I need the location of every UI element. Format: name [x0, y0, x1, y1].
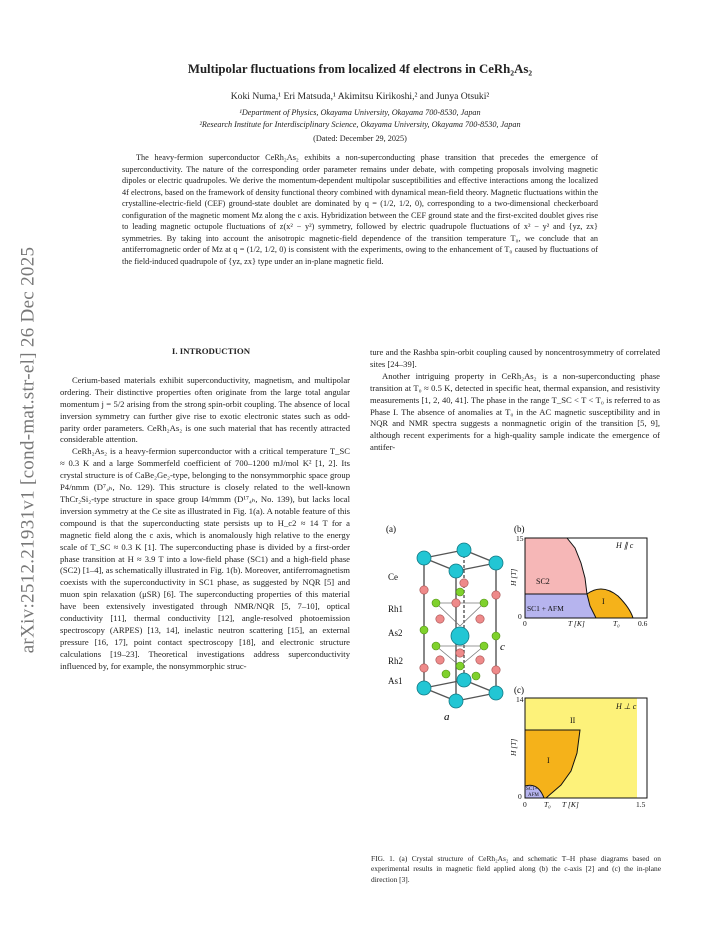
label-phase-i-b: I [602, 597, 605, 606]
rh-atom [436, 615, 444, 623]
intro-paragraph-3: ture and the Rashba spin-orbit coupling caused by noncentrosymmetry of correlated sites [24–39]. [370, 347, 660, 369]
region-sc2 [525, 538, 587, 594]
as-atom [456, 588, 464, 596]
figure-1-graphic [376, 518, 676, 838]
affiliation-1: ¹Department of Physics, Okayama University, Okayama 700-8530, Japan [239, 108, 481, 117]
x-tick-zero-c: 0 [523, 800, 527, 809]
crystal-structure [388, 543, 505, 723]
ce-atom [451, 627, 469, 645]
rh-atom [460, 579, 468, 587]
panel-c-label: (c) [514, 685, 524, 695]
x-axis-label-b: T [K] [568, 619, 585, 628]
atom-label: Ce [388, 572, 398, 582]
rh-atom [476, 656, 484, 664]
ce-atom [457, 543, 471, 557]
label-phase-i-c: I [547, 756, 550, 765]
y-tick-zero-b: 0 [518, 612, 522, 621]
left-column [60, 346, 350, 673]
x-tick-end-b: 0.6 [638, 619, 648, 628]
as-atom [492, 632, 500, 640]
label-phase-ii: II [570, 716, 576, 725]
axis-c-label: c [500, 641, 505, 653]
y-tick-top-b: 15 [516, 534, 524, 543]
as-atom [480, 599, 488, 607]
affiliation-2: ²Research Institute for Interdisciplinary Science, Okayama University, Okayama 700-8530, Japan [199, 120, 521, 129]
author-list: Koki Numa,¹ Eri Matsuda,¹ Akimitsu Kirikoshi,² and Junya Otsuki² [230, 91, 490, 102]
label-sc1: SC1+ [526, 787, 538, 792]
ce-atom [417, 551, 431, 565]
as-atom [442, 670, 450, 678]
paper-title: Multipolar fluctuations from localized 4f electrons in CeRh₂As₂ [187, 62, 533, 76]
intro-paragraph-4: Another intriguing property in CeRh₂As₂ is a non-superconducting phase transition at T₀ ≈ 0.5 K, detected in specific heat, thermal expansion, and resistivity measurements [1, 2, 40, 41]. The phase in the range T_SC < T < T₀ is referred to as Phase I. The absence of anomalies at T₀ in the AC magnetic susceptibility and in NQR and NMR spectra suggests a nonmagnetic origin of the transition [5, 9], although recent experiments for a high-quality sample indicate the emergence of antifer- [370, 370, 660, 453]
as-atom [472, 672, 480, 680]
panel-a-label: (a) [386, 524, 396, 534]
label-sc2: SC2 [536, 577, 550, 586]
panel-b-label: (b) [514, 524, 525, 534]
intro-paragraph-1: Cerium-based materials exhibit superconductivity, magnetism, and multipolar ordering. Their distinctive properties often originate from the large total angular momentum j = 5/2 arising from the strong spin-orbit coupling. The absence of local inversion symmetry can further give rise to exotic electronic states such as odd-parity order parameters. CeRh₂As₂ is one such material that has recently attracted considerable attention. [60, 374, 350, 445]
atom-labels [388, 572, 403, 686]
rh-atom [420, 586, 428, 594]
x-tick-zero-b: 0 [523, 619, 527, 628]
atom-label: Rh1 [388, 604, 404, 614]
atom-label: As1 [388, 676, 403, 686]
axis-a-label: a [444, 711, 450, 723]
y-axis-label-c: H [T] [509, 738, 518, 756]
as-atom [420, 626, 428, 634]
y-tick-top-c: 14 [516, 695, 524, 704]
ce-atom [417, 681, 431, 695]
figure-1 [376, 518, 676, 838]
atom-label: Rh2 [388, 656, 404, 666]
rh-atom [436, 656, 444, 664]
ce-atom [449, 564, 463, 578]
phase-diagram-c [509, 695, 647, 809]
right-column [370, 347, 660, 454]
intro-paragraph-2: CeRh₂As₂ is a heavy-fermion superconductor with a critical temperature T_SC ≈ 0.3 K and a large Sommerfeld coefficient of 700–1200 mJ/mol K² [1, 2]. Its crystal structure is of CaBe₂Ge₂-type, belonging to the nonsymmorphic space group P4/nmm (D⁷₄ₕ, No. 129). This structure is closely related to the well-known ThCr₂Si₂-type structure in space group I4/mmm (D¹⁷₄ₕ, No. 139), but lacks local inversion symmetry at the Ce site as illustrated in Fig. 1(a). A notable feature of this compound is that the superconducting state persists up to H_c2 ≈ 14 T for a magnetic field along the c axis, which is anomalously high relative to the energy scale of T_SC ≈ 0.3 K [1]. The superconducting phase is divided by a first-order phase transition at H ≈ 3.9 T into a low-field phase (SC1) and a high-field phase (SC2) [1–4], as schematically illustrated in Fig. 1(b). Moreover, antiferromagnetism coexists with the superconductivity in SC1 phase, as suggested by NQR [5] and muon spin relaxation (μSR) [6]. The superconducting properties of this material have been extensively investigated through NMR/NQR [5, 7–10], optical conductivity [11], thermal conductivity [12], angle-resolved photoemission spectroscopy (ARPES) [13, 14], inelastic neutron scattering [15], an external pressure [16, 17], point contact spectroscopy [18], and electronic structure calculations [19–23]. Theoretical investigations address superconductivity influenced by, for example, the nonsymmorphic struc- [60, 446, 350, 671]
ce-atom [449, 694, 463, 708]
ce-atom [489, 556, 503, 570]
date-line: (Dated: December 29, 2025) [313, 134, 407, 143]
rh-atom [492, 666, 500, 674]
atom-label: As2 [388, 628, 403, 638]
x-tick-end-c: 1.5 [636, 800, 646, 809]
label-afm: AFM [528, 793, 539, 798]
ce-atom [457, 673, 471, 687]
field-direction-b: H ∥ c [616, 541, 634, 550]
rh-atom [456, 649, 464, 657]
x-axis-label-c: T [K] [562, 800, 579, 809]
y-axis-label-b: H [T] [509, 568, 518, 586]
phase-diagram-b [509, 534, 648, 628]
rh-atom [420, 664, 428, 672]
y-tick-zero-c: 0 [518, 792, 522, 801]
as-atom [456, 662, 464, 670]
arxiv-identifier-text[interactable]: arXiv:2512.21931v1 [cond-mat.str-el] 26 Dec 2025 [17, 246, 38, 654]
figure-1-caption: FIG. 1. (a) Crystal structure of CeRh₂As₂ and schematic T–H phase diagrams based on experimental results in magnetic field applied along (b) the c-axis [2] and (c) the in-plane direction [3]. [371, 854, 661, 884]
section-heading: I. INTRODUCTION [171, 346, 251, 356]
as-atom [432, 599, 440, 607]
x-tick-t0-b: T₀ [613, 619, 620, 628]
ce-atom [489, 686, 503, 700]
as-atom [480, 642, 488, 650]
as-atom [432, 642, 440, 650]
label-sc1-afm: SC1 + AFM [527, 604, 564, 613]
x-tick-t0-c: T₀ [544, 800, 551, 809]
abstract: The heavy-fermion superconductor CeRh₂As₂ exhibits a non-superconducting phase transition that precedes the emergence of superconductivity. The nature of the corresponding order parameter remains under debate, with competing proposals involving magnetic dipoles or electric quadrupoles. We derive the momentum-dependent multipolar susceptibilities and effective interactions among the localized 4f electrons, based on the framework of density functional theory combined with dynamical mean-field theory. Magnetic fluctuations within the crystalline-electric-field (CEF) ground-state doublet are dominated by q = (1/2, 1/2, 0), corresponding to a two-dimensional checkerboard configuration of the magnetic moment Mz along the c axis. Hybridization between the CEF ground state and the first-excited doublet gives rise to leading magnetic octupole fluctuations of z(x² − y²) symmetry, followed by electric quadrupole fluctuations of x² − y² and {yz, zx} symmetries. By taking into account the anisotropic magnetic-field dependence of the transition temperature T₀, we conclude that an antiferromagnetic order of Mz at q = (1/2, 1/2, 0) is consistent with the experiments, owing to the enhancement of T₀ caused by fluctuations of the field-induced quadrupole of {yz, zx} type under an in-plane magnetic field. [122, 153, 598, 266]
rh-atom [476, 615, 484, 623]
rh-atom [452, 599, 460, 607]
field-direction-c: H ⊥ c [616, 702, 637, 711]
rh-atom [492, 591, 500, 599]
arxiv-identifier [8, 230, 48, 670]
